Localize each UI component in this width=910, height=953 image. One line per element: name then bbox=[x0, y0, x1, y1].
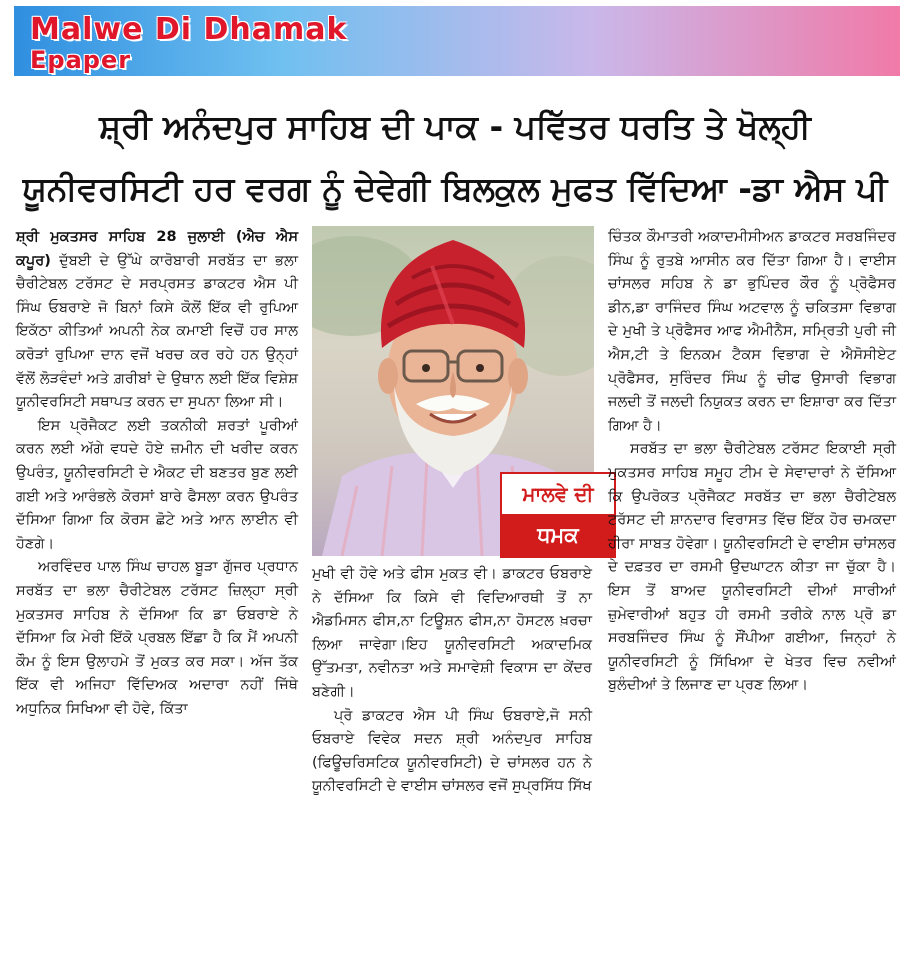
brand-title: Malwe Di Dhamak bbox=[30, 12, 348, 47]
article-paragraph: ਪ੍ਰੋ ਡਾਕਟਰ ਐਸ ਪੀ ਸਿੰਘ ਓਬਰਾਏ,ਜੋ ਸਨੀ ਓਬਰਾਏ ਵਿਵੇਕ ਸਦਨ ਸ਼੍ਰੀ ਅਨੰਦਪੁਰ ਸਾਹਿਬ (ਫਿਊਚਰਿਸਟਿਕ ਯੂਨੀਵਰਸਿਟੀ) ਦੇ ਚਾਂਸਲਰ ਹਨ ਨੇ ਯੂਨੀਵਰਸਿਟੀ ਦੇ ਵਾਈਸ ਚਾਂਸਲਰ ਵਜੋਂ ਸੁਪ੍ਰਸਿੱਧ ਸਿੱਖ bbox=[312, 707, 592, 795]
stamp-line-2: ਧਮਕ bbox=[502, 514, 614, 556]
dateline: ਸ਼੍ਰੀ ਮੁਕਤਸਰ ਸਾਹਿਬ 28 ਜੁਲਾਈ (ਐਚ ਐਸ ਕਪੂਰ) bbox=[16, 229, 298, 269]
malwe-di-dhamak-stamp bbox=[500, 472, 616, 558]
article-paragraph: ਚਿੰਤਕ ਕੌਮਾਤਰੀ ਅਕਾਦਮੀਸੀਅਨ ਡਾਕਟਰ ਸਰਬਜਿੰਦਰ ਸਿੰਘ ਨੂੰ ਰੁਤਬੇ ਆਸੀਨ ਕਰ ਦਿੱਤਾ ਗਿਆ ਹੈ। ਵਾਈਸ ਚਾਂਸਲਰ ਸਹਿਬ ਨੇ ਡਾ ਭੁਪਿੰਦਰ ਕੌਰ ਨੂੰ ਪ੍ਰੋਫੈਸਰ ਡੀਨ,ਡਾ ਰਾਜਿੰਦਰ ਸਿੰਘ ਅਟਵਾਲ ਨੂੰ ਚਕਿਤਸਾ ਵਿਭਾਗ ਦੇ ਮੁਖੀ ਤੇ ਪ੍ਰੋਫੈਸਰ ਆਫ ਐਮੀਨੈਸ, ਸਮ੍ਰਿਤੀ ਪੁਰੀ ਜੀ ਐਸ,ਟੀ ਤੇ ਇਨਕਮ ਟੈਕਸ ਵਿਭਾਗ ਦੇ ਐਸੋਸੀਏਟ ਪ੍ਰੋਫੈਸਰ, ਸੁਰਿੰਦਰ ਸਿੰਘ ਨੂੰ ਚੀਫ ਉਸਾਰੀ ਵਿਭਾਗ ਜਲਦੀ ਤੋਂ ਜਲਦੀ ਨਿਯੁਕਤ ਕਰਨ ਦਾ ਇਸ਼ਾਰਾ ਕਰ ਦਿੱਤਾ ਗਿਆ ਹੈ। bbox=[608, 229, 896, 434]
brand-subtitle: Epaper bbox=[30, 46, 132, 74]
article-headline: ਸ਼੍ਰੀ ਅਨੰਦਪੁਰ ਸਾਹਿਬ ਦੀ ਪਾਕ - ਪਵਿੱਤਰ ਧਰਤਿ ਤੇ ਖੋਲ੍ਹੀ ਯੂਨੀਵਰਸਿਟੀ ਹਰ ਵਰਗ ਨੂੰ ਦੇਵੇਗੀ ਬਿਲਕੁਲ ਮੁਫਤ ਵਿੱਦਿਆ -ਡਾ ਐਸ ਪੀ bbox=[22, 107, 888, 208]
article-paragraph bbox=[16, 226, 298, 415]
masthead-banner bbox=[14, 6, 900, 79]
article-paragraph: ਸਰਬੱਤ ਦਾ ਭਲਾ ਚੈਰੀਟੇਬਲ ਟਰੱਸਟ ਇਕਾਈ ਸ੍ਰੀ ਮੁਕਤਸਰ ਸਾਹਿਬ ਸਮੂਹ ਟੀਮ ਦੇ ਸੇਵਾਦਾਰਾਂ ਨੇ ਦੱਸਿਆ ਕਿ ਉਪਰੋਕਤ ਪ੍ਰੋਜੈਕਟ ਸਰਬੱਤ ਦਾ ਭਲਾ ਚੈਰੀਟੇਬਲ ਟਰੱਸਟ ਦੀ ਸ਼ਾਨਦਾਰ ਵਿਰਾਸਤ ਵਿੱਚ ਇੱਕ ਹੋਰ ਚਮਕਦਾ ਹੀਰਾ ਸਾਬਤ ਹੋਵੇਗਾ। ਯੂਨੀਵਰਸਿਟੀ ਦੇ ਵਾਈਸ ਚਾਂਸਲਰ ਦੇ ਦਫ਼ਤਰ ਦਾ ਰਸਮੀ ਉਦਘਾਟਨ ਕੀਤਾ ਜਾ ਚੁੱਕਾ ਹੈ। ਇਸ ਤੋਂ ਬਾਅਦ ਯੂਨੀਵਰਸਿਟੀ ਦੀਆਂ ਸਾਰੀਆਂ ਜ਼ੁਮੇਵਾਰੀਆਂ ਬਹੁਤ ਹੀ ਰਸਮੀ ਤਰੀਕੇ ਨਾਲ ਪ੍ਰੋ ਡਾ ਸਰਬਜਿੰਦਰ ਸਿੰਘ ਨੂੰ ਸੌਂਪੀਆ ਗਈਆ, ਜਿਨ੍ਹਾਂ ਨੇ ਯੂਨੀਵਰਸਿਟੀ ਨੂੰ ਸਿੱਖਿਆ ਦੇ ਖੇਤਰ ਵਿਚ ਨਵੀਆਂ ਬੁਲੰਦੀਆਂ ਤੇ ਲਿਜਾਣ ਦਾ ਪ੍ਰਣ ਲਿਆ। bbox=[608, 441, 896, 694]
article-paragraph: ਮੁਖੀ ਵੀ ਹੋਵੇ ਅਤੇ ਫੀਸ ਮੁਕਤ ਵੀ। ਡਾਕਟਰ ਓਬਰਾਏ ਨੇ ਦੱਸਿਆ ਕਿ ਕਿਸੇ ਵੀ ਵਿਦਿਆਰਥੀ ਤੋਂ ਨਾ ਐਡਮਿਸਨ ਫੀਸ,ਨਾ ਟਿਊਸ਼ਨ ਫੀਸ,ਨਾ ਹੋਸਟਲ ਖ਼ਰਚਾ ਲਿਆ ਜਾਵੇਗਾ।ਇਹ ਯੂਨੀਵਰਸਿਟੀ ਅਕਾਦਮਿਕ ਉੱਤਮਤਾ, ਨਵੀਨਤਾ ਅਤੇ ਸਮਾਵੇਸ਼ੀ ਵਿਕਾਸ ਦਾ ਕੇਂਦਰ ਬਣੇਗੀ। bbox=[312, 566, 592, 700]
article-column-3 bbox=[608, 226, 896, 698]
article-column-2 bbox=[312, 563, 592, 799]
article-column-1 bbox=[16, 226, 298, 721]
paragraph-text: ਦੁੱਬਈ ਦੇ ਉੱਘੇ ਕਾਰੋਬਾਰੀ ਸਰਬੱਤ ਦਾ ਭਲਾ ਚੈਰੀਟੇਬਲ ਟਰੱਸਟ ਦੇ ਸਰਪ੍ਰਸਤ ਡਾਕਟਰ ਐਸ ਪੀ ਸਿੰਘ ਓਬਰਾਏ ਜੋ ਬਿਨਾਂ ਕਿਸੇ ਕੋਲੋਂ ਇੱਕ ਵੀ ਰੁਪਿਆ ਇਕੱਠਾ ਕੀਤਿਆਂ ਅਪਨੀ ਨੇਕ ਕਮਾਈ ਵਿਚੋਂ ਹਰ ਸਾਲ ਕਰੋੜਾਂ ਰੁਪਿਆ ਦਾਨ ਵਜੋਂ ਖਰਚ ਕਰ ਰਹੇ ਹਨ ਉਨ੍ਹਾਂ ਵੱਲੋਂ ਲੋੜਵੰਦਾਂ ਅਤੇ ਗ਼ਰੀਬਾਂ ਦੇ ਉਥਾਨ ਲਈ ਇੱਕ ਵਿਸ਼ੇਸ਼ ਯੂਨੀਵਰਸਿਟੀ ਸਥਾਪਤ ਕਰਨ ਦਾ ਸੁਪਨਾ ਲਿਆ ਸੀ। bbox=[16, 252, 298, 411]
article-paragraph: ਇਸ ਪ੍ਰੋਜੈਕਟ ਲਈ ਤਕਨੀਕੀ ਸ਼ਰਤਾਂ ਪੂਰੀਆਂ ਕਰਨ ਲਈ ਅੱਗੇ ਵਧਦੇ ਹੋਏ ਜ਼ਮੀਨ ਦੀ ਖਰੀਦ ਕਰਨ ਉਪਰੰਤ, ਯੂਨੀਵਰਸਿਟੀ ਦੇ ਐਕਟ ਦੀ ਬਣਤਰ ਬੁਣ ਲਈ ਗਈ ਅਤੇ ਆਰੰਭਲੇ ਕੋਰਸਾਂ ਬਾਰੇ ਫੈਸਲਾ ਕਰਨ ਉਪਰੰਤ ਦੱਸਿਆ ਗਿਆ ਕਿ ਕੋਰਸ ਛੋਟੇ ਅਤੇ ਆਨ ਲਾਈਨ ਵੀ ਹੋਣਗੇ। bbox=[16, 417, 298, 552]
stamp-line-1: ਮਾਲਵੇ ਦੀ bbox=[502, 474, 614, 514]
article-paragraph: ਅਰਵਿੰਦਰ ਪਾਲ ਸਿੰਘ ਚਾਹਲ ਬੂੜਾ ਗੁੱਜਰ ਪ੍ਰਧਾਨ ਸਰਬੱਤ ਦਾ ਭਲਾ ਚੈਰੀਟੇਬਲ ਟਰੱਸਟ ਜ਼ਿਲ੍ਹਾ ਸ੍ਰੀ ਮੁਕਤਸਰ ਸਾਹਿਬ ਨੇ ਦੱਸਿਆ ਕਿ ਡਾ ਓਬਰਾਏ ਨੇ ਦੱਸਿਆ ਕਿ ਮੇਰੀ ਇੱਕੋ ਪ੍ਰਬਲ ਇੱਛਾ ਹੈ ਕਿ ਮੈਂ ਅਪਨੀ ਕੌਮ ਨੂੰ ਇਸ ਉਲਾਹਮੇ ਤੋਂ ਮੁਕਤ ਕਰ ਸਕਾ। ਅੱਜ ਤੱਕ ਇੱਕ ਵੀ ਅਜਿਹਾ ਵਿੱਦਿਅਕ ਅਦਾਰਾ ਨਹੀਂ ਜਿੱਥੇ ਅਧੁਨਿਕ ਸਿਖਿਆ ਵੀ ਹੋਵੇ, ਕਿੱਤਾ bbox=[16, 559, 298, 717]
